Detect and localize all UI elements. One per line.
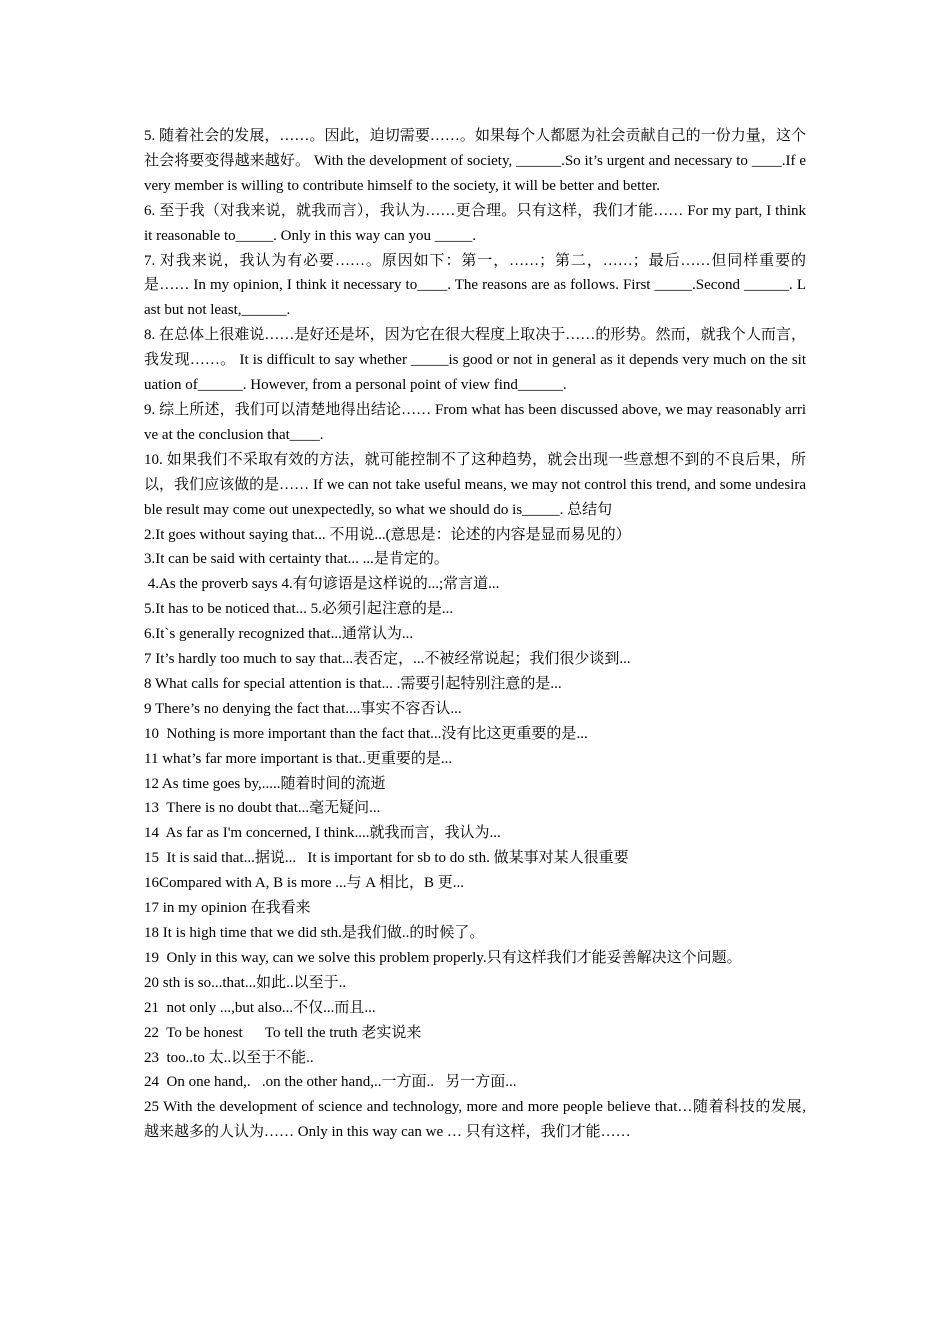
- phrase-line: 5.It has to be noticed that... 5.必须引起注意的是...: [144, 601, 454, 618]
- sentence-pattern-9: 9. 综上所述，我们可以清楚地得出结论…… From what has been discussed above, we may reasonably arrive at the conclusion that____.: [144, 401, 806, 443]
- phrase-line: 22 To be honest To tell the truth 老实说来: [144, 1024, 422, 1041]
- document-page: [144, 124, 806, 1145]
- phrase-line: 13 There is no doubt that...毫无疑问...: [144, 800, 381, 817]
- sentence-pattern-5: 5. 随着社会的发展，……。因此，迫切需要……。如果每个人都愿为社会贡献自己的一份力量，这个社会将要变得越来越好。 With the development of society, ______.So it’s urgent and necessary to ____.If every member is willing to contribute himself to the society, it will be better and better.: [144, 128, 806, 194]
- phrase-line: 10 Nothing is more important than the fact that...没有比这更重要的是...: [144, 725, 588, 742]
- phrase-line: 6.It`s generally recognized that...通常认为...: [144, 626, 414, 643]
- phrase-line: 15 It is said that...据说... It is important for sb to do sth. 做某事对某人很重要: [144, 850, 629, 867]
- phrase-line: 9 There’s no denying the fact that....事实不容否认...: [144, 700, 462, 717]
- sentence-pattern-7: 7. 对我来说，我认为有必要……。原因如下：第一，……；第二，……；最后……但同样重要的是…… In my opinion, I think it necessary to____. The reasons are as follows. First _____.Second ______. Last but not least,______.: [144, 252, 806, 319]
- phrase-line: 11 what’s far more important is that..更重要的是...: [144, 750, 453, 767]
- phrase-line: 17 in my opinion 在我看来: [144, 900, 311, 917]
- phrase-line: 2.It goes without saying that... 不用说...(意思是：论述的内容是显而易见的）: [144, 526, 631, 543]
- phrase-line: 3.It can be said with certainty that... ...是肯定的。: [144, 551, 449, 568]
- sentence-pattern-25: 25 With the development of science and technology, more and more people believe that…随着科技的发展,越来越多的人认为…… Only in this way can we … 只有这样，我们才能……: [144, 1099, 806, 1141]
- phrase-line: 24 On one hand,. .on the other hand,..一方面.. 另一方面...: [144, 1074, 517, 1091]
- phrase-line: 20 sth is so...that...如此..以至于..: [144, 974, 347, 991]
- phrase-line: 14 As far as I'm concerned, I think....就我而言，我认为...: [144, 825, 501, 842]
- sentence-pattern-10: 10. 如果我们不采取有效的方法，就可能控制不了这种趋势，就会出现一些意想不到的不良后果，所以，我们应该做的是…… If we can not take useful means, we may not control this trend, and some undesirable result may come out unexpectedly, so what we should do is_____. 总结句: [144, 451, 806, 518]
- phrase-line: 18 It is high time that we did sth.是我们做..的时候了。: [144, 925, 485, 941]
- phrase-line: 23 too..to 太..以至于不能..: [144, 1049, 314, 1066]
- phrase-line: 4.As the proverb says 4.有句谚语是这样说的...;常言道...: [144, 576, 500, 593]
- phrase-line: 19 Only in this way, can we solve this problem properly.只有这样我们才能妥善解决这个问题。: [144, 949, 742, 966]
- phrase-line: 12 As time goes by,.....随着时间的流逝: [144, 775, 386, 792]
- phrase-line: 8 What calls for special attention is that... .需要引起特别注意的是...: [144, 675, 562, 692]
- phrase-line: 16Compared with A, B is more ...与 A 相比，B 更...: [144, 875, 464, 892]
- sentence-pattern-8: 8. 在总体上很难说……是好还是坏，因为它在很大程度上取决于……的形势。然而，就我个人而言，我发现……。 It is difficult to say whether _____is good or not in general as it depends very much on the situation of______. However, from a personal point of view find______.: [144, 327, 806, 394]
- phrase-line: 7 It’s hardly too much to say that...表否定，...不被经常说起；我们很少谈到...: [144, 651, 631, 668]
- phrase-line: 21 not only ...,but also...不仅...而且...: [144, 999, 376, 1016]
- sentence-pattern-6: 6. 至于我（对我来说，就我而言），我认为……更合理。只有这样，我们才能…… For my part, I think it reasonable to_____. Only in this way can you _____.: [144, 202, 806, 244]
